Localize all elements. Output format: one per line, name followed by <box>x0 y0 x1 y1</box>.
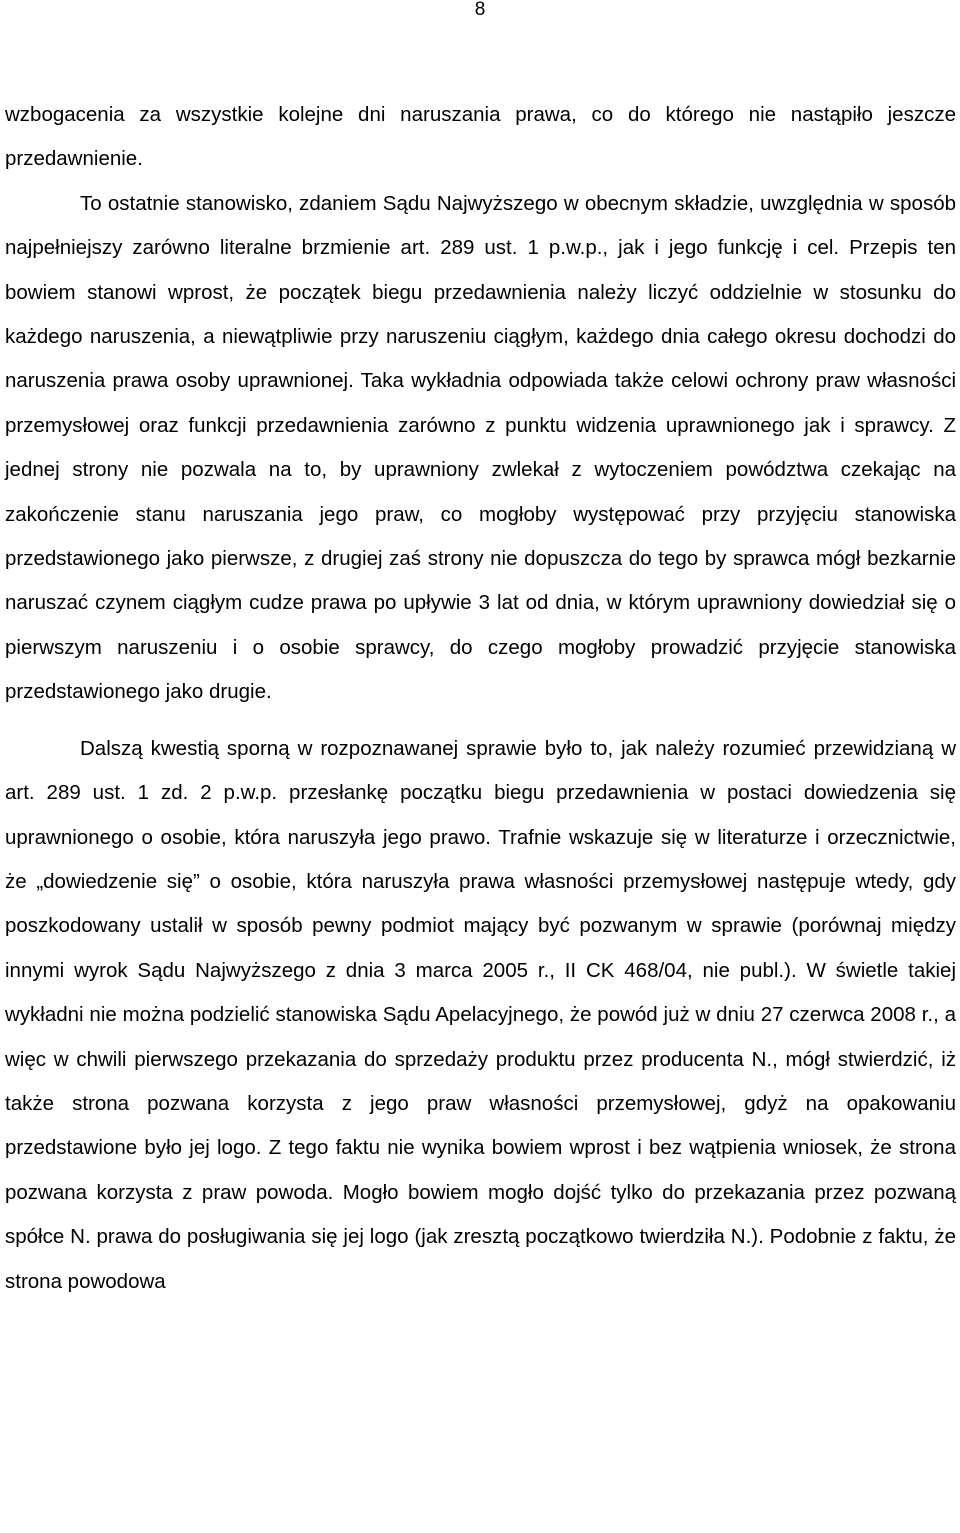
page-number: 8 <box>474 0 486 20</box>
paragraph-court-position: To ostatnie stanowisko, zdaniem Sądu Najwyższego w obecnym składzie, uwzględnia w sposób najpełniejszy zarówno literalne brzmienie art. 289 ust. 1 p.w.p., jak i jego funkcję i cel. Przepis ten bowiem stanowi wprost, że początek biegu przedawnienia należy liczyć oddzielnie w stosunku do każdego naruszenia, a niewątpliwie przy naruszeniu ciągłym, każdego dnia całego okresu dochodzi do naruszenia prawa osoby uprawnionej. Taka wykładnia odpowiada także celowi ochrony praw własności przemysłowej oraz funkcji przedawnienia zarówno z punktu widzenia uprawnionego jak i sprawcy. Z jednej strony nie pozwala na to, by uprawniony zwlekał z wytoczeniem powództwa czekając na zakończenie stanu naruszania jego praw, co mogłoby występować przy przyjęciu stanowiska przedstawionego jako pierwsze, z drugiej zaś strony nie dopuszcza do tego by sprawca mógł bezkarnie naruszać czynem ciągłym cudze prawa po upływie 3 lat od dnia, w którym uprawniony dowiedział się o pierwszym naruszeniu i o osobie sprawcy, do czego mogłoby prowadzić przyjęcie stanowiska przedstawionego jako drugie. <box>5 191 956 704</box>
document-body <box>5 93 956 1304</box>
paragraph-disputed-issue: Dalszą kwestią sporną w rozpoznawanej sprawie było to, jak należy rozumieć przewidzianą w art. 289 ust. 1 zd. 2 p.w.p. przesłankę początku biegu przedawnienia w postaci dowiedzenia się uprawnionego o osobie, która naruszyła jego prawo. Trafnie wskazuje się w literaturze i orzecznictwie, że „dowiedzenie się” o osobie, która naruszyła prawa własności przemysłowej następuje wtedy, gdy poszkodowany ustalił w sposób pewny podmiot mający być pozwanym w sprawie (porównaj między innymi wyrok Sądu Najwyższego z dnia 3 marca 2005 r., II CK 468/04, nie publ.). W świetle takiej wykładni nie można podzielić stanowiska Sądu Apelacyjnego, że powód już w dniu 27 czerwca 2008 r., a więc w chwili pierwszego przekazania do sprzedaży produktu przez producenta N., mógł stwierdzić, iż także strona pozwana korzysta z jego praw własności przemysłowej, gdyż na opakowaniu przedstawione było jej logo. Z tego faktu nie wynika bowiem wprost i bez wątpienia wniosek, że strona pozwana korzysta z praw powoda. Mogło bowiem mogło dojść tylko do przekazania przez pozwaną spółce N. prawa do posługiwania się jej logo (jak zresztą początkowo twierdziła N.). Podobnie z faktu, że strona powodowa <box>5 736 956 1293</box>
paragraph-continuation: wzbogacenia za wszystkie kolejne dni naruszania prawa, co do którego nie nastąpiło jeszcze przedawnienie. <box>5 103 956 171</box>
